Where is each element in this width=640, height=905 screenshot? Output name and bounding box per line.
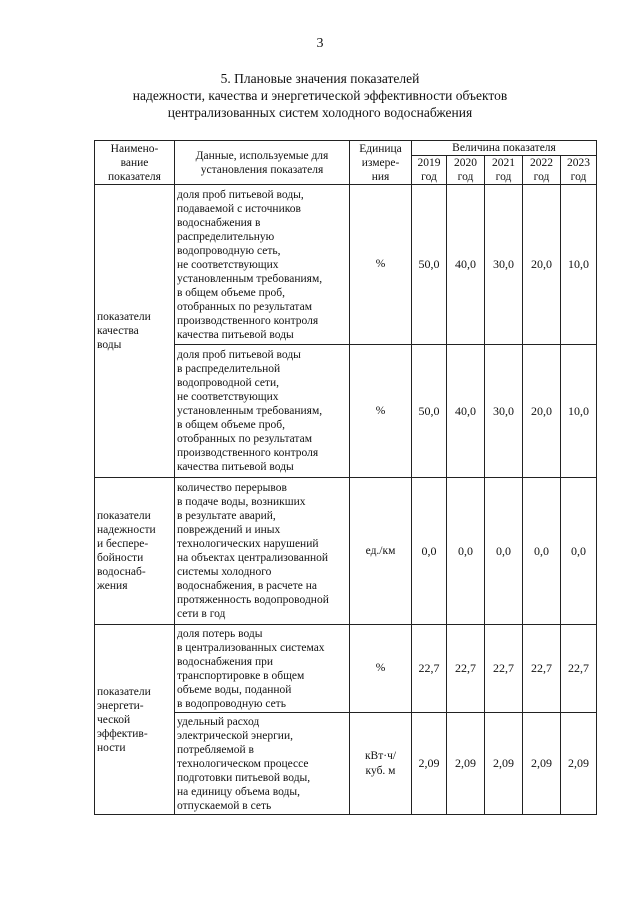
indicator-value: 20,0 xyxy=(523,185,561,345)
indicator-group-name: показатели энергети- ческой эффектив- ности xyxy=(95,625,175,815)
indicator-value: 2,09 xyxy=(523,713,561,815)
header-name: Наимено- вание показателя xyxy=(95,141,175,185)
indicator-value: 30,0 xyxy=(485,345,523,478)
indicator-value: 0,0 xyxy=(485,478,523,625)
indicator-value: 22,7 xyxy=(485,625,523,713)
indicator-group-name: показатели надежности и беспере- бойности водоснаб- жения xyxy=(95,478,175,625)
indicator-value: 10,0 xyxy=(561,185,597,345)
table-row xyxy=(95,478,597,625)
indicator-value: 10,0 xyxy=(561,345,597,478)
indicator-value: 30,0 xyxy=(485,185,523,345)
indicator-value: 22,7 xyxy=(523,625,561,713)
indicator-description: количество перерывов в подаче воды, возникших в результате аварий, повреждений и иных технологических нарушений на объектах централизованной системы холодного водоснабжения, в расчете на протяженность водопроводной сети в год xyxy=(175,478,350,625)
indicator-description: доля проб питьевой воды, подаваемой с источников водоснабжения в распределительную водопроводную сеть, не соответствующих установленным требованиям, в общем объеме проб, отобранных по результатам производственного контроля качества питьевой воды xyxy=(175,185,350,345)
indicator-value: 0,0 xyxy=(447,478,485,625)
header-unit: Единица измере- ния xyxy=(350,141,412,185)
table-row xyxy=(95,625,597,713)
indicators-table xyxy=(94,140,597,815)
title-line-1: 5. Плановые значения показателей xyxy=(220,71,420,86)
header-year: 2019 год xyxy=(412,156,447,185)
indicator-value: 22,7 xyxy=(412,625,447,713)
title-line-3: централизованных систем холодного водоснабжения xyxy=(167,105,473,120)
header-year: 2023 год xyxy=(561,156,597,185)
header-year: 2021 год xyxy=(485,156,523,185)
page-title xyxy=(60,70,580,121)
indicator-value: 50,0 xyxy=(412,185,447,345)
indicator-description: удельный расход электрической энергии, потребляемой в технологическом процессе подготовки питьевой воды, на единицу объема воды, отпускаемой в сеть xyxy=(175,713,350,815)
header-row-1 xyxy=(95,141,597,156)
indicator-value: 2,09 xyxy=(485,713,523,815)
indicator-unit: % xyxy=(350,185,412,345)
table-row xyxy=(95,185,597,345)
indicator-value: 0,0 xyxy=(561,478,597,625)
indicator-unit: кВт·ч/ куб. м xyxy=(350,713,412,815)
page-number: 3 xyxy=(316,36,324,51)
indicator-value: 40,0 xyxy=(447,345,485,478)
indicator-value: 20,0 xyxy=(523,345,561,478)
header-year: 2022 год xyxy=(523,156,561,185)
indicator-value: 50,0 xyxy=(412,345,447,478)
indicator-description: доля потерь воды в централизованных системах водоснабжения при транспортировке в общем объеме воды, поданной в водопроводную сеть xyxy=(175,625,350,713)
title-line-2: надежности, качества и энергетической эффективности объектов xyxy=(132,88,508,103)
indicator-value: 22,7 xyxy=(447,625,485,713)
indicator-description: доля проб питьевой воды в распределительной водопроводной сети, не соответствующих установленным требованиям, в общем объеме проб, отобранных по результатам производственного контроля качества питьевой воды xyxy=(175,345,350,478)
indicator-unit: % xyxy=(350,345,412,478)
indicator-value: 2,09 xyxy=(447,713,485,815)
indicator-value: 0,0 xyxy=(412,478,447,625)
indicator-value: 2,09 xyxy=(412,713,447,815)
header-value-group: Величина показателя xyxy=(412,141,597,156)
indicator-value: 40,0 xyxy=(447,185,485,345)
indicator-value: 0,0 xyxy=(523,478,561,625)
indicator-unit: % xyxy=(350,625,412,713)
indicator-unit: ед./км xyxy=(350,478,412,625)
indicator-group-name: показатели качества воды xyxy=(95,185,175,478)
header-data: Данные, используемые для установления показателя xyxy=(175,141,350,185)
indicator-value: 2,09 xyxy=(561,713,597,815)
header-year: 2020 год xyxy=(447,156,485,185)
indicator-value: 22,7 xyxy=(561,625,597,713)
